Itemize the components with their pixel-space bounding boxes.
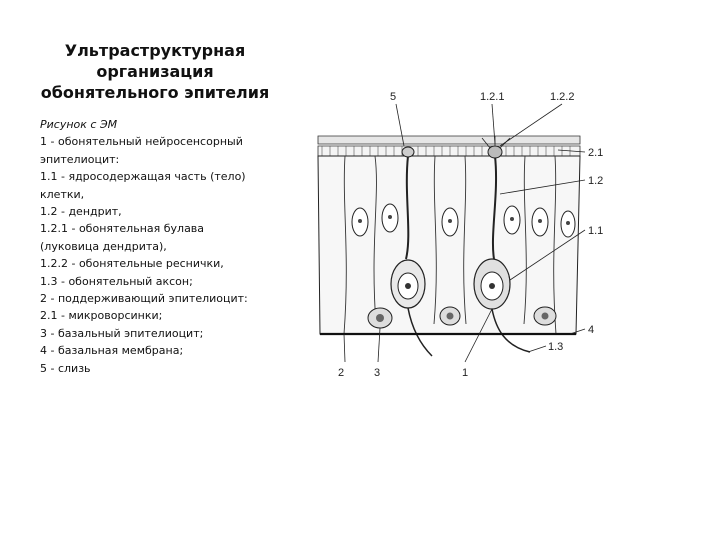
- legend-item: 1.3 - обонятельный аксон;: [40, 274, 193, 288]
- label-1: 1: [462, 367, 469, 379]
- label-1-3: 1.3: [548, 341, 564, 353]
- title-line-1: Ультраструктурная: [64, 41, 246, 60]
- title-line-3: обонятельного эпителия: [40, 83, 270, 102]
- slide-title: [30, 40, 280, 103]
- legend-caption: Рисунок с ЭМ: [40, 118, 118, 131]
- legend-item: 1.2.2 - обонятельные реснички,: [40, 257, 224, 271]
- label-2: 2: [338, 367, 345, 379]
- legend-item: 2.1 - микроворсинки;: [40, 309, 163, 323]
- legend-item: 4 - базальная мембрана;: [40, 344, 184, 358]
- legend-item: 2 - поддерживающий эпителиоцит:: [40, 292, 248, 306]
- mucus-layer: [318, 136, 580, 144]
- label-4: 4: [588, 324, 595, 336]
- legend-item: клетки,: [40, 187, 85, 201]
- legend-item: 3 - базальный эпителиоцит;: [40, 326, 204, 340]
- legend-item: 5 - слизь: [40, 361, 91, 375]
- legend-item: 1.2 - дендрит,: [40, 205, 122, 219]
- legend-item: 1 - обонятельный нейросенсорный: [40, 135, 243, 149]
- legend-item: (луковица дендрита),: [40, 239, 167, 253]
- label-3: 3: [374, 367, 381, 379]
- epithelium-figure: [300, 84, 620, 384]
- label-2-1: 2.1: [588, 147, 604, 159]
- label-1-2: 1.2: [588, 175, 604, 187]
- label-1-1: 1.1: [588, 225, 604, 237]
- microvilli-layer: [318, 146, 580, 156]
- figure-legend: [40, 116, 280, 377]
- label-1-2-2: 1.2.2: [550, 91, 575, 103]
- legend-item: 1.2.1 - обонятельная булава: [40, 222, 205, 236]
- legend-item: эпителиоцит:: [40, 152, 120, 166]
- epithelium-drawing: [300, 84, 620, 384]
- legend-item: 1.1 - ядросодержащая часть (тело): [40, 170, 246, 184]
- label-5: 5: [390, 91, 397, 103]
- label-1-2-1: 1.2.1: [480, 91, 505, 103]
- title-line-2: организация: [96, 62, 214, 81]
